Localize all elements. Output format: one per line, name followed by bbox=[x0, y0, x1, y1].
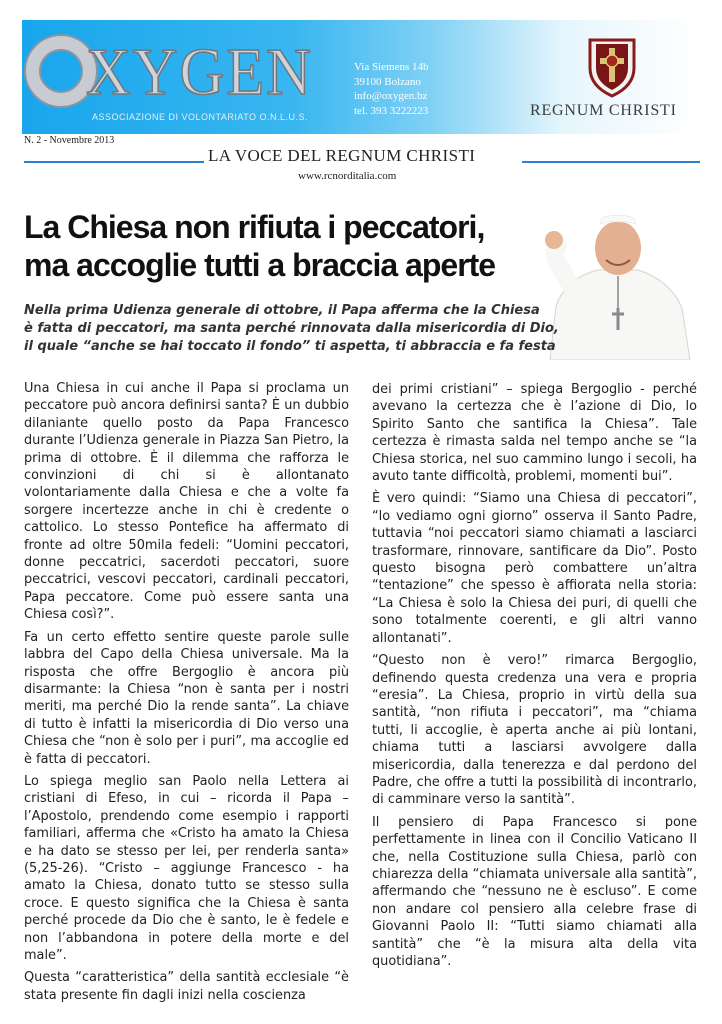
paragraph: Lo spiega meglio san Paolo nella Lettera ai cristiani di Efeso, in cui – ricorda il Papa – l’Apostolo, prendendo come esempio i rapporti familiari, afferma che «Cristo ha amato la Chiesa e ha dato se stesso per lei, per renderla santa» (5,25-26). “Cristo – aggiunge Francesco - ha amato la Chiesa, donato tutto se stesso sulla croce. E questo significa che la Chiesa è santa perché procede da Dio che è santo, le è fedele e non l’abbandona in potere della morte e del male”. bbox=[24, 773, 349, 963]
article-column-right bbox=[372, 381, 697, 975]
headline-line-2: ma accoglie tutti a braccia aperte bbox=[24, 247, 496, 283]
contact-city: 39100 Bolzano bbox=[354, 75, 421, 88]
contact-email[interactable]: info@oxygen.bz bbox=[354, 90, 428, 102]
website-link[interactable]: www.rcnorditalia.com bbox=[298, 170, 397, 182]
article-column-left bbox=[24, 380, 349, 1009]
contact-block bbox=[354, 60, 429, 118]
article-headline bbox=[24, 208, 544, 284]
divider-left bbox=[24, 161, 204, 163]
regnum-christi-crest-icon bbox=[584, 34, 640, 98]
article-lead bbox=[24, 302, 564, 356]
lead-line-3: il quale “anche se hai toccato il fondo” ti aspetta, ti abbraccia e fa festa bbox=[24, 339, 556, 354]
issue-number: N. 2 - Novembre 2013 bbox=[24, 135, 115, 146]
paragraph: È vero quindi: “Siamo una Chiesa di peccatori”, “lo vediamo ogni giorno” osserva il Santo Padre, tuttavia “noi peccatori siamo chiamati a lasciarci trasformare, rinnovare, santificare da Dio”. Posto questo bisogna però combattere un’altra “tentazione” che spesso è affiorata nella storia: “La Chiesa è solo la Chiesa dei puri, di quelli che sono totalmente coerenti, e gli altri vanno allontanati”. bbox=[372, 491, 697, 646]
logo-wordmark: XYGEN bbox=[86, 35, 313, 110]
lead-line-2: è fatta di peccatori, ma santa perché rinnovata dalla misericordia di Dio, bbox=[24, 321, 559, 336]
paragraph: Questa “caratteristica” della santità ecclesiale “è stata presente fin dagli inizi nella coscienza bbox=[24, 970, 349, 1003]
paragraph: Una Chiesa in cui anche il Papa si proclama un peccatore può ancora definirsi santa? È un dubbio dilaniante quello posto da Papa Francesco durante l’Udienza generale in Piazza San Pietro, la prima di ottobre. È il dilemma che rafforza le convinzioni di chi si è allontanato volontariamente dalla Chiesa e che a volte fa sorgere incertezze anche in chi è credente o cattolico. Lo stesso Pontefice ha affermato di fronte ad oltre 50mila fedeli: “Uomini peccatori, donne peccatrici, sacerdoti peccatori, suore peccatrici, vescovi peccatori, cardinali peccatori, Papa peccatore. Come può essere santa una Chiesa così?”. bbox=[24, 381, 349, 623]
oxygen-logo bbox=[22, 24, 342, 134]
contact-address: Via Siemens 14b bbox=[354, 61, 429, 73]
lead-line-1: Nella prima Udienza generale di ottobre, il Papa afferma che la Chiesa bbox=[24, 303, 540, 318]
logo-subtitle: ASSOCIAZIONE DI VOLONTARIATO O.N.L.U.S. bbox=[92, 112, 309, 122]
paragraph: Il pensiero di Papa Francesco si pone perfettamente in linea con il Concilio Vaticano II che, nella Costituzione sulla Chiesa, parlò con chiarezza della “chiamata universale alla santità”, affermando che “nessuno ne è escluso”. E come non andare col pensiero alla celebre frase di Giovanni Paolo II: “Tutti siamo chiamati alla santità” che “è la misura alta della vita quotidiana”. bbox=[372, 814, 697, 969]
section-title: LA VOCE DEL REGNUM CHRISTI bbox=[208, 146, 476, 165]
paragraph: Fa un certo effetto sentire queste parole sulle labbra del Capo della Chiesa universale. Ma la risposta che offre Bergoglio è ancora più disarmante: la Chiesa “non è santa per i nostri meriti, ma perché Dio la rende santa”. La chiave di tutto è infatti la misericordia di Dio verso una Chiesa che “non è solo per i puri”, ma accoglie ed è fatta di peccatori. bbox=[24, 629, 349, 767]
paragraph: dei primi cristiani” – spiega Bergoglio - perché avevano la certezza che è l’azione di Dio, lo Spirito Santo che santifica la Chiesa”. Tale certezza è rimasta salda nel tempo anche se “la Chiesa storica, nel suo cammino lungo i secoli, ha avuto tante difficoltà, problemi, momenti bui”. bbox=[372, 382, 697, 485]
divider-right bbox=[522, 161, 700, 163]
crest-label: REGNUM CHRISTI bbox=[530, 102, 677, 119]
headline-line-1: La Chiesa non rifiuta i peccatori, bbox=[24, 209, 485, 245]
contact-phone: tel. 393 3222223 bbox=[354, 104, 429, 117]
paragraph: “Questo non è vero!” rimarca Bergoglio, definendo questa credenza una vera e propria “eresia”. La Chiesa, proprio in virtù della sua santità, “non rifiuta i peccatori”, ma “chiama tutti, li accoglie, è aperta anche ai più lontani, chiama tutti a lasciarsi avvolgere dalla misericordia, dalla tenerezza e dal perdono del Padre, che offre a tutti la possibilità di incontrarlo, di camminare verso la santità”. bbox=[372, 653, 697, 808]
